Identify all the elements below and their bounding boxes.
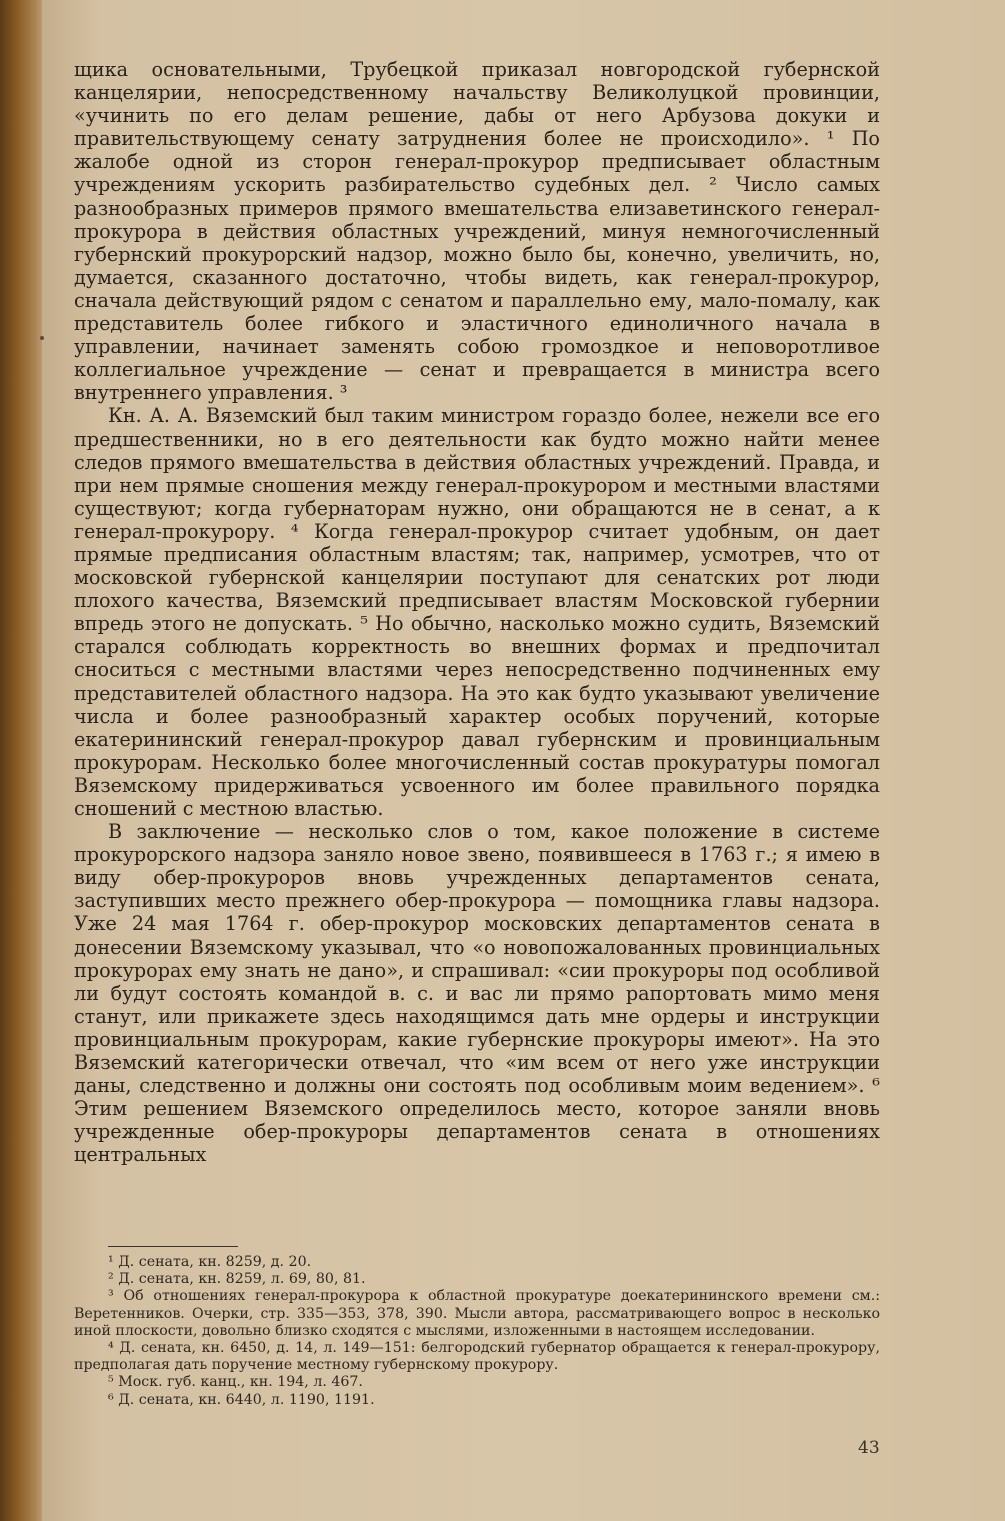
footnote-5: ⁵ Моск. губ. канц., кн. 194, л. 467. <box>108 1374 363 1391</box>
paragraph-3: В заключение — несколько слов о том, какое положение в системе прокурорского надзора заняло новое звено, появившееся в 1763 г.; я имею в виду обер-прокуроров вновь учрежденных департаментов сената, заступивших место прежнего обер-прокурора — помощника главы надзора. Уже 24 мая 1764 г. обер-прокурор московских департаментов сената в донесении Вяземскому указывал, что «о новопожалованных провинциальных прокурорах ему знать не дано», и спрашивал: «сии прокуроры под особливой ли будут состоять командой в. с. и вас ли прямо рапортовать мимо меня станут, или прикажете здесь находящимся дать мне ордеры и инструкции провинциальным прокурорам, какие губернские прокуроры имеют». На это Вяземский категорически отвечал, что «им всем от него уже инструкции даны, следственно и должны они состоять под особливым моим ведением». ⁶ Этим решением Вяземского определилось место, которое заняли вновь учрежденные обер-прокуроры департаментов сената в отношениях центральных <box>74 820 880 1167</box>
paragraph-1: щика основательными, Трубецкой приказал новгородской губернской канцелярии, непосредственному начальству Великолуцкой провинции, «учинить по его делам решение, дабы от него Арбузова докуки и правительствующему сенату затруднения более не происходило». ¹ По жалобе одной из сторон генерал-прокурор предписывает областным учреждениям ускорить разбирательство судебных дел. ² Число самых разнообразных примеров прямого вмешательства елизаветинского генерал-прокурора в действия областных учреждений, минуя немногочисленный губернский прокурорский надзор, можно было бы, конечно, увеличить, но, думается, сказанного достаточно, чтобы видеть, как генерал-прокурор, сначала действующий рядом с сенатом и параллельно ему, мало-помалу, как представитель более гибкого и эластичного единоличного начала в управлении, начинает заменять собою громоздкое и неповоротливое коллегиальное учреждение — сенат и превращается в министра всего внутреннего управления. ³ <box>74 58 880 405</box>
footnote-3: ³ Об отношениях генерал-прокурора к областной прокуратуре доекатерининского времени см.: Веретенников. Очерки, стр. 335—353, 378, 390. Мысли автора, рассматривающего вопрос в несколько иной плоскости, довольно близко сходятся с мыслями, изложенными в настоящем исследовании. <box>74 1288 880 1339</box>
main-text <box>74 58 880 1167</box>
book-spine-shadow <box>0 0 46 1521</box>
footnote-1: ¹ Д. сената, кн. 8259, д. 20. <box>108 1254 312 1270</box>
footnote-separator <box>108 1246 238 1247</box>
footnote-2: ² Д. сената, кн. 8259, л. 69, 80, 81. <box>108 1271 366 1288</box>
footnote-4: ⁴ Д. сената, кн. 6450, д. 14, л. 149—151: белгородский губернатор обращается к генерал-прокурору, предполагая дать поручение местному губернскому прокурору. <box>74 1340 880 1374</box>
page-number: 43 <box>858 1438 880 1458</box>
paragraph-2: Кн. А. А. Вяземский был таким министром гораздо более, нежели все его предшественники, но в его деятельности как будто можно найти менее следов прямого вмешательства в действия областных учреждений. Правда, и при нем прямые сношения между генерал-прокурором и местными властями существуют; когда губернаторам нужно, они обращаются не в сенат, а к генерал-прокурору. ⁴ Когда генерал-прокурор считает удобным, он дает прямые предписания областным властям; так, например, усмотрев, что от московской губернской канцелярии поступают для сенатских рот люди плохого качества, Вяземский предписывает властям Московской губернии впредь этого не допускать. ⁵ Но обычно, насколько можно судить, Вяземский старался соблюдать корректность во внешних формах и предпочитал сноситься с местными властями через непосредственно подчиненных ему представителей областного надзора. На это как будто указывают увеличение числа и более разнообразный характер особых поручений, которые екатерининский генерал-прокурор давал губернским и провинциальным прокурорам. Несколько более многочисленный состав прокуратуры помогал Вяземскому придерживаться усвоенного им более правильного порядка сношений с местною властью. <box>74 404 880 820</box>
footnote-6: ⁶ Д. сената, кн. 6440, л. 1190, 1191. <box>108 1391 375 1408</box>
footnotes <box>74 1254 880 1409</box>
margin-speck <box>40 336 44 340</box>
